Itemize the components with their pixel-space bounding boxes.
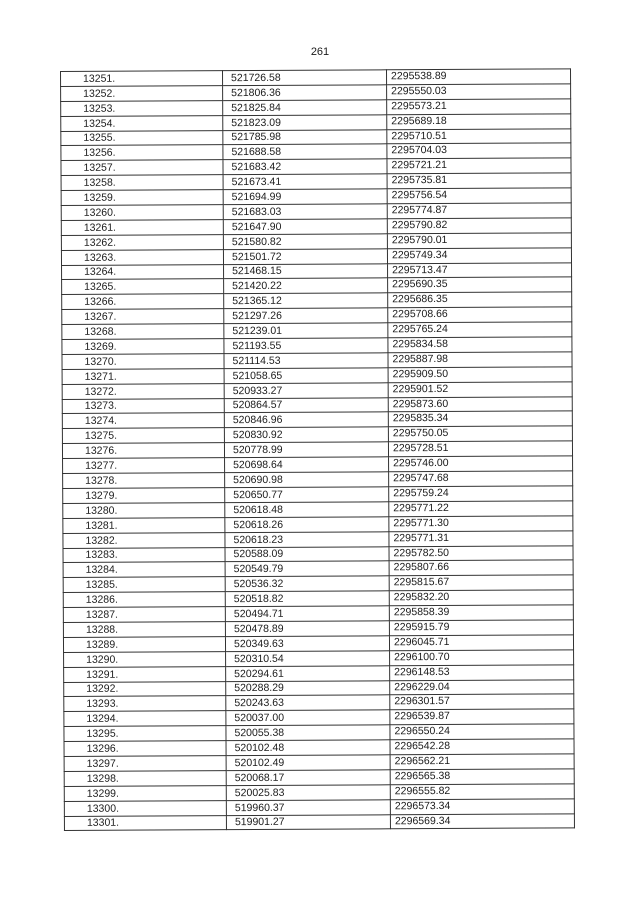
easting-cell: 521580.82 xyxy=(223,234,387,250)
easting-cell: 521683.42 xyxy=(223,159,387,175)
point-number-cell: 13290. xyxy=(64,651,226,667)
northing-cell: 2295771.30 xyxy=(389,516,573,532)
point-number-cell: 13269. xyxy=(62,339,224,355)
northing-cell: 2295749.34 xyxy=(387,248,571,264)
northing-cell: 2295690.35 xyxy=(388,277,572,293)
easting-cell: 521114.53 xyxy=(224,353,388,369)
northing-cell: 2296229.04 xyxy=(390,679,574,695)
point-number-cell: 13289. xyxy=(63,636,225,652)
easting-cell: 520102.48 xyxy=(226,740,390,756)
easting-cell: 521365.12 xyxy=(224,293,388,309)
point-number-cell: 13295. xyxy=(64,726,226,742)
northing-cell: 2296565.38 xyxy=(390,769,574,785)
northing-cell: 2295790.82 xyxy=(387,218,571,234)
point-number-cell: 13268. xyxy=(62,324,224,340)
point-number-cell: 13256. xyxy=(61,145,223,161)
point-number-cell: 13253. xyxy=(61,100,223,116)
northing-cell: 2295759.24 xyxy=(389,486,573,502)
northing-cell: 2296301.57 xyxy=(390,694,574,710)
northing-cell: 2295765.24 xyxy=(388,322,572,338)
point-number-cell: 13252. xyxy=(61,86,223,102)
easting-cell: 520310.54 xyxy=(226,651,390,667)
point-number-cell: 13278. xyxy=(63,473,225,489)
northing-cell: 2295721.21 xyxy=(387,158,571,174)
point-number-cell: 13293. xyxy=(64,696,226,712)
northing-cell: 2296100.70 xyxy=(390,650,574,666)
northing-cell: 2295689.18 xyxy=(387,113,571,129)
easting-cell: 520349.63 xyxy=(225,636,389,652)
point-number-cell: 13274. xyxy=(62,413,224,429)
point-number-cell: 13279. xyxy=(63,488,225,504)
point-number-cell: 13273. xyxy=(62,398,224,414)
easting-cell: 521239.01 xyxy=(224,323,388,339)
point-number-cell: 13261. xyxy=(61,220,223,236)
easting-cell: 520778.99 xyxy=(224,442,388,458)
easting-cell: 520025.83 xyxy=(226,785,390,801)
easting-cell: 521058.65 xyxy=(224,368,388,384)
northing-cell: 2295774.87 xyxy=(387,203,571,219)
northing-cell: 2295790.01 xyxy=(387,233,571,249)
easting-cell: 521726.58 xyxy=(223,70,387,86)
point-number-cell: 13255. xyxy=(61,130,223,146)
point-number-cell: 13297. xyxy=(64,756,226,772)
easting-cell: 521823.09 xyxy=(223,114,387,130)
point-number-cell: 13286. xyxy=(63,592,225,608)
point-number-cell: 13287. xyxy=(63,607,225,623)
northing-cell: 2296550.24 xyxy=(390,724,574,740)
northing-cell: 2295704.03 xyxy=(387,143,571,159)
point-number-cell: 13262. xyxy=(61,234,223,250)
point-number-cell: 13294. xyxy=(64,711,226,727)
northing-cell: 2296573.34 xyxy=(390,798,574,814)
table-body xyxy=(61,69,575,831)
easting-cell: 521673.41 xyxy=(223,174,387,190)
point-number-cell: 13296. xyxy=(64,741,226,757)
easting-cell: 521297.26 xyxy=(224,308,388,324)
northing-cell: 2295771.22 xyxy=(389,501,573,517)
point-number-cell: 13251. xyxy=(61,71,223,87)
point-number-cell: 13271. xyxy=(62,368,224,384)
point-number-cell: 13258. xyxy=(61,175,223,191)
point-number-cell: 13276. xyxy=(62,443,224,459)
point-number-cell: 13283. xyxy=(63,547,225,563)
northing-cell: 2295858.39 xyxy=(389,605,573,621)
point-number-cell: 13275. xyxy=(62,428,224,444)
northing-cell: 2295832.20 xyxy=(389,590,573,606)
point-number-cell: 13291. xyxy=(64,666,226,682)
easting-cell: 520830.92 xyxy=(224,427,388,443)
northing-cell: 2295550.03 xyxy=(387,84,571,100)
northing-cell: 2295756.54 xyxy=(387,188,571,204)
easting-cell: 520518.82 xyxy=(225,591,389,607)
point-number-cell: 13299. xyxy=(64,785,226,801)
northing-cell: 2295573.21 xyxy=(387,99,571,115)
northing-cell: 2296542.28 xyxy=(390,739,574,755)
point-number-cell: 13280. xyxy=(63,502,225,518)
point-number-cell: 13263. xyxy=(61,249,223,265)
point-number-cell: 13270. xyxy=(62,354,224,370)
point-number-cell: 13265. xyxy=(62,279,224,295)
easting-cell: 520037.00 xyxy=(226,710,390,726)
easting-cell: 520478.89 xyxy=(225,621,389,637)
point-number-cell: 13284. xyxy=(63,562,225,578)
northing-cell: 2296148.53 xyxy=(390,664,574,680)
northing-cell: 2295807.66 xyxy=(389,560,573,576)
northing-cell: 2295873.60 xyxy=(388,396,572,412)
easting-cell: 520690.98 xyxy=(225,472,389,488)
northing-cell: 2295746.00 xyxy=(389,456,573,472)
easting-cell: 521501.72 xyxy=(223,248,387,264)
northing-cell: 2295909.50 xyxy=(388,367,572,383)
northing-cell: 2295782.50 xyxy=(389,545,573,561)
northing-cell: 2295750.05 xyxy=(388,426,572,442)
northing-cell: 2296045.71 xyxy=(389,635,573,651)
easting-cell: 520288.29 xyxy=(226,680,390,696)
easting-cell: 521647.90 xyxy=(223,219,387,235)
point-number-cell: 13254. xyxy=(61,115,223,131)
northing-cell: 2296562.21 xyxy=(390,754,574,770)
point-number-cell: 13282. xyxy=(63,532,225,548)
northing-cell: 2295915.79 xyxy=(389,620,573,636)
point-number-cell: 13260. xyxy=(61,205,223,221)
northing-cell: 2295835.34 xyxy=(388,411,572,427)
point-number-cell: 13288. xyxy=(63,622,225,638)
point-number-cell: 13285. xyxy=(63,577,225,593)
point-number-cell: 13300. xyxy=(64,800,226,816)
northing-cell: 2295887.98 xyxy=(388,352,572,368)
northing-cell: 2295771.31 xyxy=(389,530,573,546)
easting-cell: 521825.84 xyxy=(223,100,387,116)
easting-cell: 520549.79 xyxy=(225,561,389,577)
easting-cell: 520933.27 xyxy=(224,382,388,398)
easting-cell: 521468.15 xyxy=(224,263,388,279)
easting-cell: 520698.64 xyxy=(225,457,389,473)
easting-cell: 520536.32 xyxy=(225,576,389,592)
easting-cell: 519960.37 xyxy=(226,799,390,815)
easting-cell: 520618.48 xyxy=(225,502,389,518)
northing-cell: 2295686.35 xyxy=(388,292,572,308)
easting-cell: 520243.63 xyxy=(226,695,390,711)
easting-cell: 520068.17 xyxy=(226,770,390,786)
easting-cell: 520846.96 xyxy=(224,412,388,428)
point-number-cell: 13277. xyxy=(63,458,225,474)
northing-cell: 2295728.51 xyxy=(388,441,572,457)
northing-cell: 2296569.34 xyxy=(390,813,574,829)
easting-cell: 521785.98 xyxy=(223,129,387,145)
northing-cell: 2296539.87 xyxy=(390,709,574,725)
point-number-cell: 13301. xyxy=(64,815,226,831)
easting-cell: 521193.55 xyxy=(224,338,388,354)
easting-cell: 521688.58 xyxy=(223,144,387,160)
easting-cell: 520588.09 xyxy=(225,546,389,562)
northing-cell: 2295708.66 xyxy=(388,307,572,323)
northing-cell: 2295710.51 xyxy=(387,128,571,144)
easting-cell: 521683.03 xyxy=(223,204,387,220)
northing-cell: 2295901.52 xyxy=(388,382,572,398)
point-number-cell: 13259. xyxy=(61,190,223,206)
easting-cell: 519901.27 xyxy=(226,814,390,830)
easting-cell: 520294.61 xyxy=(226,665,390,681)
easting-cell: 521806.36 xyxy=(223,85,387,101)
easting-cell: 521420.22 xyxy=(224,278,388,294)
easting-cell: 520618.23 xyxy=(225,531,389,547)
easting-cell: 520650.77 xyxy=(225,487,389,503)
point-number-cell: 13281. xyxy=(63,517,225,533)
northing-cell: 2295735.81 xyxy=(387,173,571,189)
northing-cell: 2295538.89 xyxy=(386,69,570,85)
northing-cell: 2295713.47 xyxy=(388,262,572,278)
point-number-cell: 13267. xyxy=(62,309,224,325)
northing-cell: 2295834.58 xyxy=(388,337,572,353)
easting-cell: 520864.57 xyxy=(224,397,388,413)
point-number-cell: 13266. xyxy=(62,294,224,310)
point-number-cell: 13292. xyxy=(64,681,226,697)
point-number-cell: 13264. xyxy=(62,264,224,280)
northing-cell: 2296555.82 xyxy=(390,784,574,800)
northing-cell: 2295815.67 xyxy=(389,575,573,591)
table-row xyxy=(64,813,574,831)
point-number-cell: 13257. xyxy=(61,160,223,176)
easting-cell: 520102.49 xyxy=(226,755,390,771)
point-number-cell: 13272. xyxy=(62,383,224,399)
easting-cell: 520618.26 xyxy=(225,517,389,533)
easting-cell: 521694.99 xyxy=(223,189,387,205)
easting-cell: 520494.71 xyxy=(225,606,389,622)
easting-cell: 520055.38 xyxy=(226,725,390,741)
page-number: 261 xyxy=(310,46,330,58)
coordinate-table xyxy=(60,68,575,831)
point-number-cell: 13298. xyxy=(64,770,226,786)
northing-cell: 2295747.68 xyxy=(389,471,573,487)
